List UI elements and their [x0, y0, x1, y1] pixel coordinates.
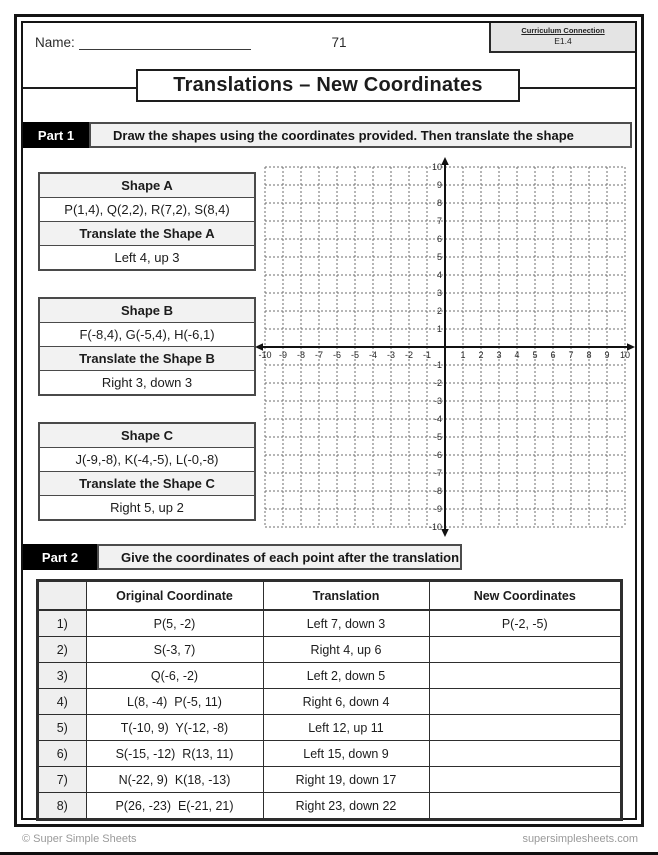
svg-text:10: 10 — [619, 350, 631, 360]
svg-text:5: 5 — [532, 350, 538, 360]
svg-text:-10: -10 — [258, 350, 272, 360]
worksheet-page — [14, 14, 644, 827]
svg-text:6: 6 — [436, 234, 442, 244]
translation-cell: Left 15, down 9 — [263, 741, 429, 767]
svg-text:9: 9 — [604, 350, 610, 360]
svg-text:8: 8 — [586, 350, 592, 360]
svg-text:-9: -9 — [433, 504, 442, 514]
svg-text:4: 4 — [514, 350, 520, 360]
coordinate-grid-svg[interactable] — [255, 155, 645, 539]
header-new-coordinates: New Coordinates — [429, 581, 621, 610]
svg-text:-1: -1 — [433, 360, 442, 370]
coordinate-grid[interactable] — [255, 155, 645, 544]
translation-cell: Left 7, down 3 — [263, 610, 429, 637]
svg-text:-6: -6 — [332, 350, 342, 360]
table-row — [38, 741, 621, 767]
new-coordinates-cell[interactable]: P(-2, -5) — [429, 610, 621, 637]
answers-table-body — [38, 610, 621, 819]
table-row — [38, 637, 621, 663]
table-header-row — [38, 581, 621, 610]
svg-text:3: 3 — [436, 288, 442, 298]
part2-bar — [23, 544, 462, 570]
svg-text:1: 1 — [460, 350, 466, 360]
new-coordinates-cell[interactable] — [429, 741, 621, 767]
row-number: 3) — [38, 663, 86, 689]
row-number: 8) — [38, 793, 86, 820]
svg-text:1: 1 — [436, 324, 442, 334]
original-coordinate-cell: T(-10, 9) Y(-12, -8) — [86, 715, 263, 741]
original-coordinate-cell: P(5, -2) — [86, 610, 263, 637]
original-coordinate-cell: S(-15, -12) R(13, 11) — [86, 741, 263, 767]
translation-cell: Right 19, down 17 — [263, 767, 429, 793]
svg-text:-2: -2 — [433, 378, 442, 388]
shape-a-header: Shape A — [40, 174, 254, 197]
svg-text:2: 2 — [478, 350, 484, 360]
new-coordinates-cell[interactable] — [429, 637, 621, 663]
part2-instruction: Give the coordinates of each point after the translation — [97, 544, 462, 570]
shape-a-translate-header: Translate the Shape A — [40, 221, 254, 245]
svg-text:-3: -3 — [433, 396, 442, 406]
table-row — [38, 793, 621, 820]
shape-a-box — [38, 172, 256, 271]
svg-text:10: 10 — [431, 162, 442, 172]
row-number: 7) — [38, 767, 86, 793]
part2-label: Part 2 — [23, 544, 97, 570]
header-translation: Translation — [263, 581, 429, 610]
new-coordinates-cell[interactable] — [429, 793, 621, 820]
table-row — [38, 610, 621, 637]
part1-instruction: Draw the shapes using the coordinates provided. Then translate the shape — [89, 122, 632, 148]
shape-a-coordinates: P(1,4), Q(2,2), R(7,2), S(8,4) — [40, 197, 254, 221]
shape-b-translation: Right 3, down 3 — [40, 370, 254, 394]
new-coordinates-cell[interactable] — [429, 689, 621, 715]
curriculum-connection-label: Curriculum Connection — [521, 26, 605, 35]
shape-c-translation: Right 5, up 2 — [40, 495, 254, 519]
header-original-coordinate: Original Coordinate — [86, 581, 263, 610]
new-coordinates-cell[interactable] — [429, 767, 621, 793]
header-number — [38, 581, 86, 610]
name-row — [35, 35, 251, 50]
row-number: 6) — [38, 741, 86, 767]
part1-bar — [23, 122, 632, 148]
svg-text:-4: -4 — [368, 350, 378, 360]
shape-c-translate-header: Translate the Shape C — [40, 471, 254, 495]
answers-table — [37, 580, 622, 820]
footer-copyright: © Super Simple Sheets — [22, 833, 137, 845]
shape-b-coordinates: F(-8,4), G(-5,4), H(-6,1) — [40, 322, 254, 346]
svg-text:-3: -3 — [386, 350, 396, 360]
page-number: 71 — [331, 35, 347, 50]
svg-text:-4: -4 — [433, 414, 442, 424]
svg-text:7: 7 — [436, 216, 442, 226]
original-coordinate-cell: N(-22, 9) K(18, -13) — [86, 767, 263, 793]
shape-c-box — [38, 422, 256, 521]
translation-cell: Right 23, down 22 — [263, 793, 429, 820]
svg-text:-7: -7 — [314, 350, 324, 360]
name-input-line[interactable] — [79, 35, 251, 50]
original-coordinate-cell: P(26, -23) E(-21, 21) — [86, 793, 263, 820]
svg-text:3: 3 — [496, 350, 502, 360]
original-coordinate-cell: S(-3, 7) — [86, 637, 263, 663]
shape-b-translate-header: Translate the Shape B — [40, 346, 254, 370]
shape-b-box — [38, 297, 256, 396]
svg-text:-9: -9 — [278, 350, 288, 360]
svg-text:-6: -6 — [433, 450, 442, 460]
row-number: 1) — [38, 610, 86, 637]
page-footer — [0, 833, 658, 851]
part1-label: Part 1 — [23, 122, 89, 148]
svg-text:8: 8 — [436, 198, 442, 208]
svg-text:4: 4 — [436, 270, 442, 280]
name-label: Name: — [35, 35, 75, 50]
curriculum-connection-badge — [489, 23, 635, 53]
translation-cell: Right 4, up 6 — [263, 637, 429, 663]
row-number: 4) — [38, 689, 86, 715]
curriculum-code: E1.4 — [554, 36, 572, 46]
original-coordinate-cell: L(8, -4) P(-5, 11) — [86, 689, 263, 715]
svg-text:7: 7 — [568, 350, 574, 360]
svg-text:-5: -5 — [350, 350, 360, 360]
translation-cell: Right 6, down 4 — [263, 689, 429, 715]
row-number: 5) — [38, 715, 86, 741]
page-inner-border — [21, 21, 637, 820]
page-title: Translations – New Coordinates — [136, 69, 520, 102]
svg-text:6: 6 — [550, 350, 556, 360]
svg-text:-8: -8 — [296, 350, 306, 360]
translation-cell: Left 12, up 11 — [263, 715, 429, 741]
shape-c-header: Shape C — [40, 424, 254, 447]
table-row — [38, 663, 621, 689]
svg-text:9: 9 — [436, 180, 442, 190]
shape-a-translation: Left 4, up 3 — [40, 245, 254, 269]
table-row — [38, 767, 621, 793]
table-row — [38, 715, 621, 741]
svg-text:-10: -10 — [428, 522, 442, 532]
svg-text:-8: -8 — [433, 486, 442, 496]
svg-text:5: 5 — [436, 252, 442, 262]
shape-c-coordinates: J(-9,-8), K(-4,-5), L(-0,-8) — [40, 447, 254, 471]
svg-text:2: 2 — [436, 306, 442, 316]
footer-website: supersimplesheets.com — [522, 833, 638, 845]
svg-text:-1: -1 — [422, 350, 432, 360]
shape-b-header: Shape B — [40, 299, 254, 322]
svg-text:-5: -5 — [433, 432, 442, 442]
table-row — [38, 689, 621, 715]
svg-text:-2: -2 — [404, 350, 414, 360]
new-coordinates-cell[interactable] — [429, 715, 621, 741]
new-coordinates-cell[interactable] — [429, 663, 621, 689]
translation-cell: Left 2, down 5 — [263, 663, 429, 689]
original-coordinate-cell: Q(-6, -2) — [86, 663, 263, 689]
row-number: 2) — [38, 637, 86, 663]
svg-text:-7: -7 — [433, 468, 442, 478]
